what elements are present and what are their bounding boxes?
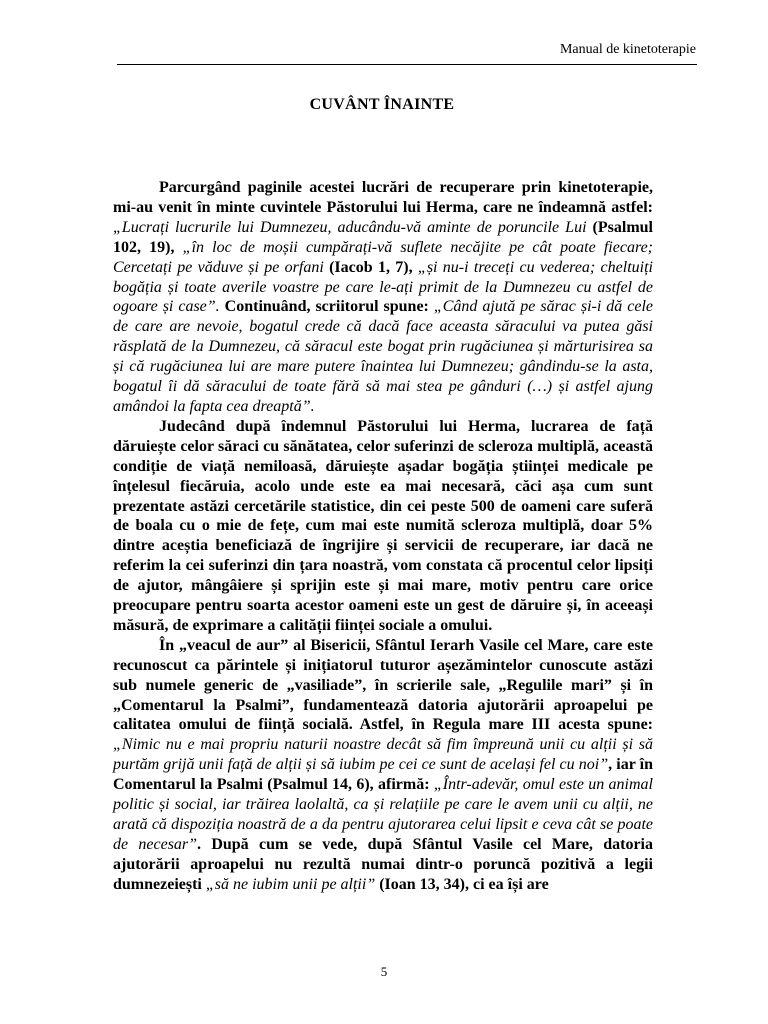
p1-quote-3: „și nu-i treceți cu vederea; cheltuiți bogăția și toate averile voastre pe care le-ați primit de la Dumnezeu cu astfel de ogoare și case”.	[113, 258, 653, 316]
p2-text: Judecând după îndemnul Păstorului lui Herma, lucrarea de față dăruiește celor săraci cu sănătatea, celor suferinzi de scleroza multiplă, această condiție de viață nemiloasă, dăruiește așadar bogăția științei medicale pe înțelesul fiecăruia, acolo unde este ea mai necesară, căci așa cum sunt prezentate astăzi cercetările statistice, din cei peste 500 de oameni care suferă de boala cu o mie de fețe, cum mai este numită scleroza multiplă, doar 5% dintre aceștia beneficiază de îngrijire și servicii de recuperare, iar dacă ne referim la cei suferinzi din țara noastră, vom constata că procentul celor lipsiți de ajutor, mângâiere și sprijin este și mai mare, motiv pentru care orice preocupare pentru soarta acestor oameni este un gest de dăruire și, în aceeași măsură, de exprimare a calității ființei sociale a omului.	[113, 417, 653, 634]
paragraph-1	[113, 178, 653, 417]
page-title: CUVÂNT ÎNAINTE	[309, 96, 455, 113]
p1-quote-1: „Lucrați lucrurile lui Dumnezeu, aducându-vă aminte de poruncile Lui	[113, 218, 587, 236]
p1-citation-1: (Psalmul 102, 19),	[113, 218, 654, 256]
p3-text-1: În „veacul de aur” al Bisericii, Sfântul Ierarh Vasile cel Mare, care este recunoscut ca părintele și inițiatorul tuturor așezămintelor cunoscute astăzi sub numele generic de „vasiliade”, în scrierile sale, „Regulile mari” și în „Comentarul la Psalmi”, fundamentează datoria ajutorării aproapelui pe calitatea omului de ființă socială. Astfel, în Regula mare III acesta spune:	[113, 636, 653, 734]
p1-text-2: Continuând, scriitorul spune:	[219, 298, 434, 316]
p1-quote-4: „Când ajută pe sărac și-i dă cele de care are nevoie, bogatul crede că dacă face aceasta săracului va putea găsi răsplată de la Dumnezeu, că săracul este bogat prin rugăciunea și mărturisirea sa și că rugăciunea lui are mare putere înaintea lui Dumnezeu; gândindu-se la asta, bogatul îi dă săracului de toate fără să mai stea pe gânduri (…) și astfel ajung amândoi la fapta cea dreaptă”.	[113, 298, 654, 415]
p1-text-1: Parcurgând paginile acestei lucrări de recuperare prin kinetoterapie, mi-au venit în minte cuvintele Păstorului lui Herma, care ne îndeamnă astfel:	[113, 179, 653, 216]
p3-quote-3: „să ne iubim unii pe alții”	[205, 875, 376, 893]
p3-text-2: , iar în Comentarul la Psalmi (Psalmul 14, 6), afirmă:	[113, 756, 653, 794]
paragraph-3	[113, 636, 653, 895]
paragraph-2	[113, 417, 653, 636]
page-number: 5	[380, 964, 388, 979]
p3-quote-1: „Nimic nu e mai propriu naturii noastre decât să fim împreună unii cu alții și să purtăm grijă unii față de alții și să iubim pe cei ce sunt de același fel cu noi”	[113, 736, 653, 774]
p3-text-3: . După cum se vede, după Sfântul Vasile cel Mare, datoria ajutorării aproapelui nu rezultă numai dintr-o poruncă pozitivă a legii dumnezeiești	[113, 835, 653, 893]
header-rule	[117, 64, 697, 65]
p3-quote-2: „Într-adevăr, omul este un animal politic și social, iar trăirea laolaltă, ca și relațiile pe care le avem unii cu alții, ne arată că dispoziția noastră de a da pentru ajutorarea celui lipsit e ceva cât se poate de necesar”	[113, 776, 653, 853]
running-header: Manual de kinetoterapie	[559, 42, 696, 57]
p1-citation-2: (Iacob 1, 7),	[323, 258, 418, 276]
p3-text-4: (Ioan 13, 34), ci ea își are	[375, 875, 549, 893]
body-text	[113, 178, 653, 895]
p1-quote-2: „în loc de moșii cumpărați-vă suflete necăjite pe cât poate fiecare; Cercetați pe văduve și pe orfani	[113, 238, 654, 276]
